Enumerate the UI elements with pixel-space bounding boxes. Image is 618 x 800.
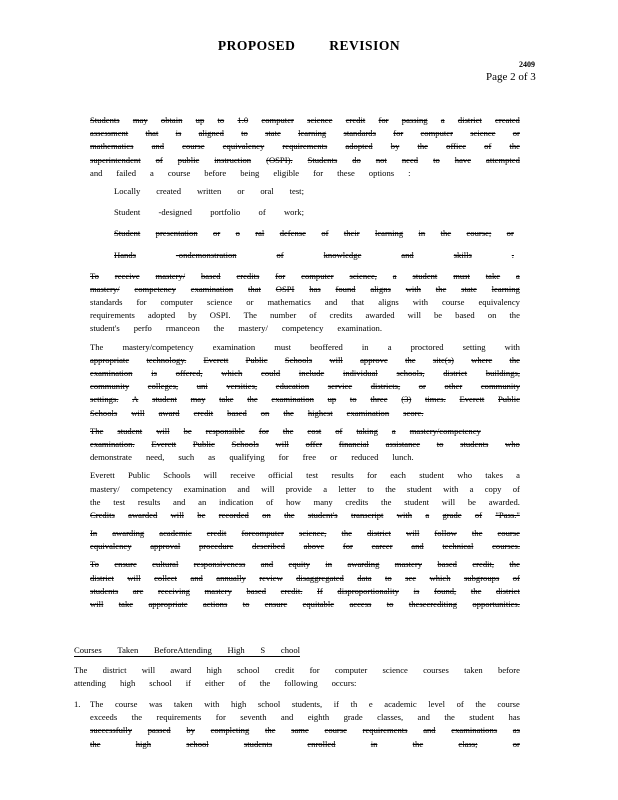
numbered-list — [74, 698, 520, 751]
text-line: examination. Everett Public Schools will offer financial assistance to students who — [90, 438, 520, 449]
text-line: will take appropriate actions to ensure equitable access to thesecrediting opportunities. — [90, 599, 520, 609]
bullet-glyph — [90, 185, 102, 198]
section-heading: Courses Taken BeforeAttending High S chool — [74, 645, 300, 655]
bullet-glyph — [90, 249, 102, 262]
text-line: To receive mastery/ based credits for computer science, a student must take a — [90, 270, 520, 281]
paragraph — [90, 114, 520, 180]
text-line: requirements adopted by OSPI. The number of credits awarded will be based on the — [90, 310, 520, 321]
text-line: The student will be responsible for the cost of taking a mastery/competency — [90, 425, 481, 436]
text-line: In awarding academic credit forcomputer science, the district will follow the course — [90, 528, 520, 539]
item-number — [74, 711, 90, 724]
text-line: equivalency approval procedure described above for career and technical courses. — [90, 541, 520, 552]
text-line: appropriate technology. Everett Public Schools will approve the site(s) where the — [90, 354, 520, 365]
text-line: The mastery/competency examination must beoffered in a proctored setting with — [90, 341, 520, 352]
text-line: mastery/ competency examination that OSPI has found aligns with the state learning — [90, 283, 520, 294]
text-line: The course was taken with high school students, if th e academic level of the course — [90, 699, 520, 709]
bullet-item — [90, 249, 520, 262]
numbered-item-line — [74, 711, 520, 724]
document-number: 2409 — [519, 60, 535, 69]
text-line: Students may obtain up to 1.0 computer science credit for passing a district created — [90, 115, 520, 125]
bullet-item — [90, 206, 520, 219]
page-number: Page 2 of 3 — [486, 71, 536, 83]
numbered-item-line — [74, 724, 520, 737]
paragraph — [90, 425, 520, 465]
text-line: district will collect and annually review disaggregated data to see which subgroups of — [90, 572, 520, 583]
paragraph — [90, 270, 520, 336]
text-line: students are receiving mastery based credit. If disproportionality is found, the district — [90, 585, 520, 596]
bullet-text: Student presentation or o ral defense of their learning in the course; or — [114, 228, 514, 239]
numbered-item-line — [74, 698, 520, 711]
text-line: assessment that is aligned to state learning standards for computer science or — [90, 128, 520, 139]
text-line: and failed a course before being eligible for these options : — [90, 167, 411, 178]
text-line: standards for computer science or mathematics and that aligns with course equivalency — [90, 297, 520, 308]
item-number: 1. — [74, 699, 81, 709]
bullet-glyph — [90, 206, 102, 219]
bullet-text: Locally created written or oral test; — [114, 185, 304, 196]
bullet-text: Hands -ondemonstration of knowledge and skills . — [114, 249, 514, 260]
text-line: the test results and an indication of how many credits the student will be awarded. — [90, 496, 520, 507]
paragraph — [90, 558, 520, 611]
bullet-item — [90, 227, 520, 240]
document-body — [90, 114, 520, 616]
text-line: mathematics and course equivalency requirements adopted by the office of the — [90, 141, 520, 152]
text-line: student's perfo rmanceon the mastery/ competency examination. — [90, 323, 383, 334]
section-paragraph — [74, 664, 520, 690]
text-line: examination is offered, which could include individual schools, district buildings, — [90, 368, 520, 378]
text-line: mastery/ competency examination and will provide a letter to the student with a copy of — [90, 483, 520, 494]
item-number — [74, 738, 90, 751]
numbered-item-line — [74, 738, 520, 751]
text-line: settings. A student may take the examination up to three (3) times. Everett Public — [90, 394, 520, 405]
text-line: the high school students enrolled in the class; or — [90, 738, 520, 749]
bullet-glyph — [90, 227, 102, 240]
text-line: Credits awarded will be recorded on the student's transcript with a grade of "Pass." — [90, 509, 520, 520]
item-number — [74, 724, 90, 737]
text-line: demonstrate need, such as qualifying for free or reduced lunch. — [90, 452, 414, 463]
bullet-text: Student -designed portfolio of work; — [114, 207, 304, 218]
text-line: community colleges, uni versities, education service districts, or other community — [90, 381, 520, 392]
text-line: successfully passed by completing the same course requirements and examinations as — [90, 725, 520, 736]
paragraph — [90, 527, 520, 553]
text-line: exceeds the requirements for seventh and eighth grade classes, and the student has — [90, 712, 520, 723]
text-line: To ensure cultural responsiveness and equity in awarding mastery based credit, the — [90, 559, 520, 570]
paragraph — [90, 341, 520, 420]
bullet-item — [90, 185, 520, 198]
text-line: attending high school if either of the following occurs: — [74, 678, 357, 689]
text-line: superintendent of public instruction (OSPI). Students do not need to have attempted — [90, 154, 520, 165]
text-line: Schools will award credit based on the highest examination score. — [90, 407, 424, 418]
page-title: PROPOSED REVISION — [217, 38, 401, 53]
text-line: The district will award high school credit for computer science courses taken before — [74, 665, 520, 675]
paragraph — [90, 469, 520, 522]
text-line: Everett Public Schools will receive official test results for each student who takes a — [90, 470, 520, 481]
